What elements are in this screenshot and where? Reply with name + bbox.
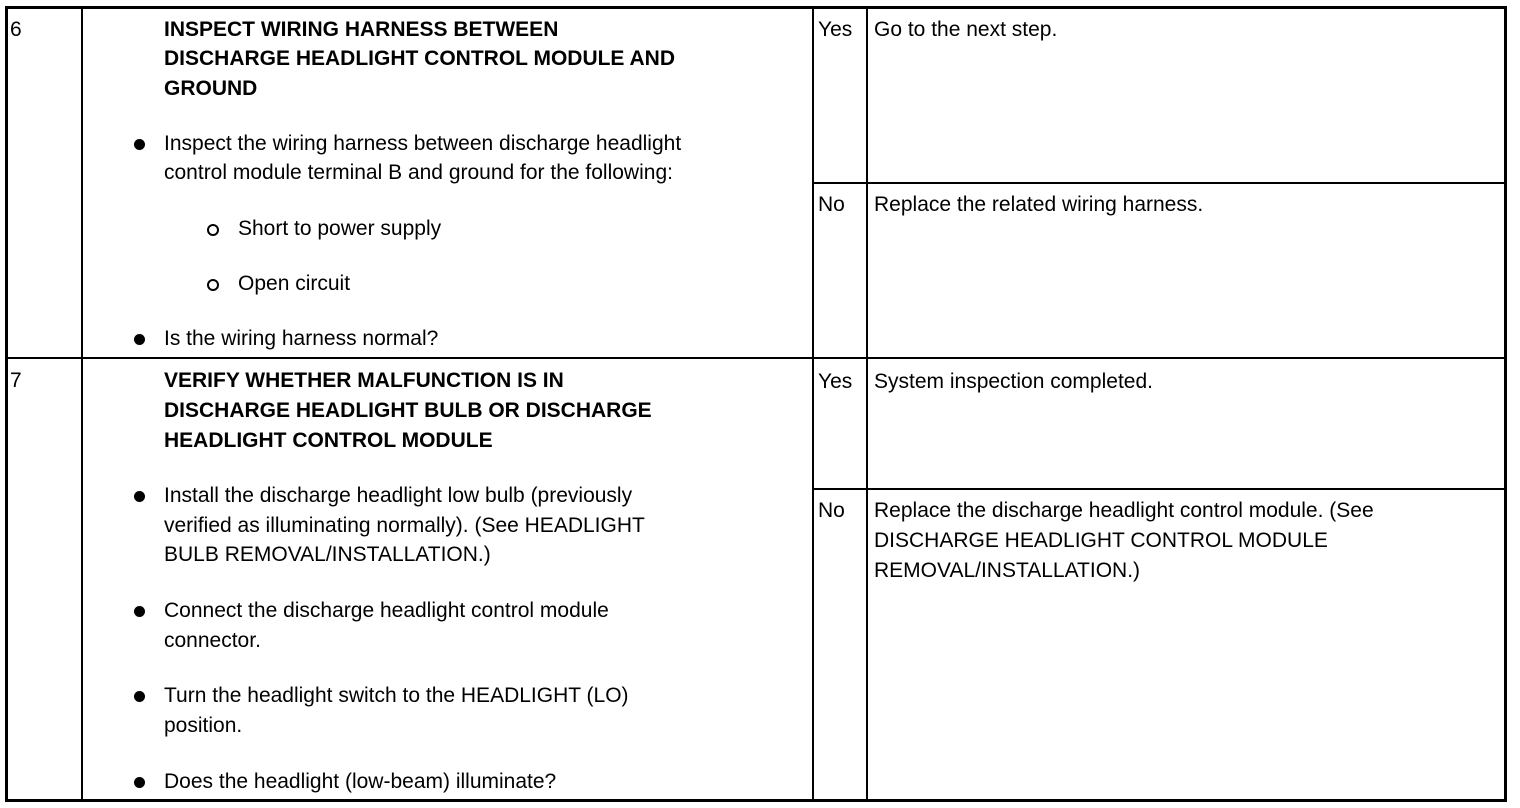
step-7-bullet-3-line-1: Turn the headlight switch to the HEADLIGHT (LO) xyxy=(164,684,629,707)
sub-bullet-icon xyxy=(207,279,219,291)
step-7-title-line-3: HEADLIGHT CONTROL MODULE xyxy=(164,429,493,452)
step-6-title-line-1: INSPECT WIRING HARNESS BETWEEN xyxy=(164,18,559,41)
step-6-number: 6 xyxy=(10,18,22,41)
step-6-bullet-2: Is the wiring harness normal? xyxy=(164,327,439,350)
bullet-icon xyxy=(134,491,145,502)
step-6-no-label: No xyxy=(818,193,845,216)
step-7-bullet-1-line-3: BULB REMOVAL/INSTALLATION.) xyxy=(164,543,491,566)
step-7-bullet-1-line-2: verified as illuminating normally). (See HEADLIGHT xyxy=(164,514,645,537)
step-6-yes-label: Yes xyxy=(818,18,853,41)
step-6-bullet-1-line-2: control module terminal B and ground for the following: xyxy=(164,161,673,184)
step-7-yes-action: System inspection completed. xyxy=(874,370,1153,393)
step-6-bullet-1-line-1: Inspect the wiring harness between discharge headlight xyxy=(164,132,682,155)
step-7-bullet-3-line-2: position. xyxy=(164,714,243,737)
bullet-icon xyxy=(134,777,145,788)
step-6-title-line-2: DISCHARGE HEADLIGHT CONTROL MODULE AND xyxy=(164,47,675,70)
row-divider-step6-yes-no xyxy=(812,182,1507,184)
step-6-yes-action: Go to the next step. xyxy=(874,18,1058,41)
step-6-no-action: Replace the related wiring harness. xyxy=(874,193,1204,216)
step-6-title-line-3: GROUND xyxy=(164,77,258,100)
step-7-bullet-4: Does the headlight (low-beam) illuminate? xyxy=(164,770,557,793)
step-7-no-action-line-1: Replace the discharge headlight control module. (See xyxy=(874,499,1374,522)
step-6-sub-item-2: Open circuit xyxy=(238,272,351,295)
step-6-sub-item-1: Short to power supply xyxy=(238,217,442,240)
step-7-bullet-2-line-1: Connect the discharge headlight control module xyxy=(164,599,609,622)
bullet-icon xyxy=(134,139,145,150)
bullet-icon xyxy=(134,606,145,617)
step-7-yes-label: Yes xyxy=(818,370,853,393)
column-divider-action xyxy=(866,6,868,802)
bullet-icon xyxy=(134,334,145,345)
step-7-no-label: No xyxy=(818,499,845,522)
column-divider-number xyxy=(81,6,83,802)
step-7-title-line-1: VERIFY WHETHER MALFUNCTION IS IN xyxy=(164,369,564,392)
bullet-icon xyxy=(134,691,145,702)
step-7-bullet-1-line-1: Install the discharge headlight low bulb (previously xyxy=(164,484,633,507)
step-7-number: 7 xyxy=(10,369,22,392)
row-divider-step7-yes-no xyxy=(812,488,1507,490)
step-7-no-action-line-3: REMOVAL/INSTALLATION.) xyxy=(874,559,1141,582)
step-7-no-action-line-2: DISCHARGE HEADLIGHT CONTROL MODULE xyxy=(874,529,1328,552)
row-divider-step xyxy=(5,357,1507,359)
step-7-bullet-2-line-2: connector. xyxy=(164,629,261,652)
column-divider-result xyxy=(812,6,814,802)
step-7-title-line-2: DISCHARGE HEADLIGHT BULB OR DISCHARGE xyxy=(164,399,652,422)
sub-bullet-icon xyxy=(207,224,219,236)
